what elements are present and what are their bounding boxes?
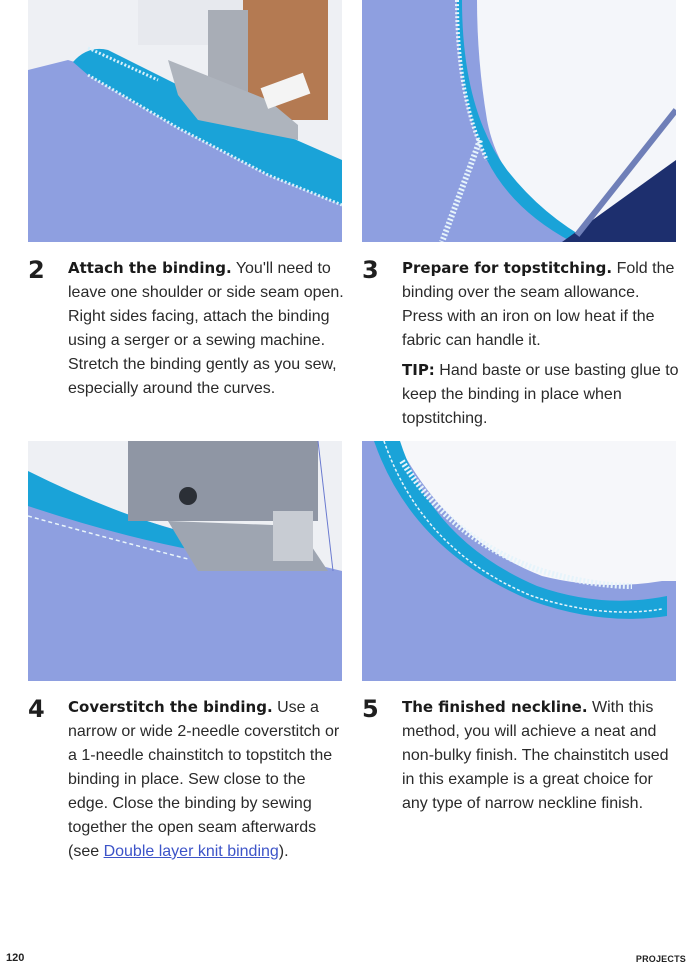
- step-title: Coverstitch the binding.: [68, 698, 273, 716]
- step-title: Attach the binding.: [68, 259, 232, 277]
- step-body: [402, 695, 682, 816]
- photo-prepare-topstitching: [362, 0, 676, 242]
- tip: [402, 358, 682, 431]
- page-number: 120: [6, 952, 25, 964]
- neckline-illustration: [362, 441, 676, 681]
- step-title: The finished neckline.: [402, 698, 588, 716]
- pressing-illustration: [362, 0, 676, 242]
- photo-finished-neckline: [362, 441, 676, 681]
- step-number: 3: [362, 256, 379, 284]
- step-text: Fold the binding over the seam allowance. Press with an iron on low heat if the fabric can handle it.: [402, 260, 675, 349]
- step-number: 4: [28, 695, 45, 723]
- step-body: [402, 256, 682, 431]
- step-number: 2: [28, 256, 45, 284]
- serger-illustration: [28, 0, 342, 242]
- step-text: Use a narrow or wide 2-needle coverstitch or a 1-needle chainstitch to topstitch the binding in place. Sew close to the edge. Close the binding by sewing together the open seam afterwards (see: [68, 699, 340, 860]
- double-layer-knit-binding-link[interactable]: Double layer knit binding: [103, 843, 279, 860]
- photo-attach-binding: [28, 0, 342, 242]
- step-title: Prepare for topstitching.: [402, 259, 613, 277]
- step-text: With this method, you will achieve a neat and non-bulky finish. The chainstitch used in this example is a great choice for any type of narrow neckline finish.: [402, 699, 669, 812]
- coverstitch-illustration: [28, 441, 342, 681]
- step-body: [68, 256, 348, 401]
- tip-text: Hand baste or use basting glue to keep the binding in place when topstitching.: [402, 362, 679, 427]
- step-number: 5: [362, 695, 379, 723]
- step-text-after: ).: [278, 843, 289, 860]
- tip-label: TIP:: [402, 361, 435, 379]
- section-label: PROJECTS: [635, 954, 686, 964]
- step-body: [68, 695, 348, 864]
- photo-coverstitch: [28, 441, 342, 681]
- step-text: You'll need to leave one shoulder or side seam open. Right sides facing, attach the binding using a serger or a sewing machine. Stretch the binding gently as you sew, especially around the curves.: [68, 260, 344, 397]
